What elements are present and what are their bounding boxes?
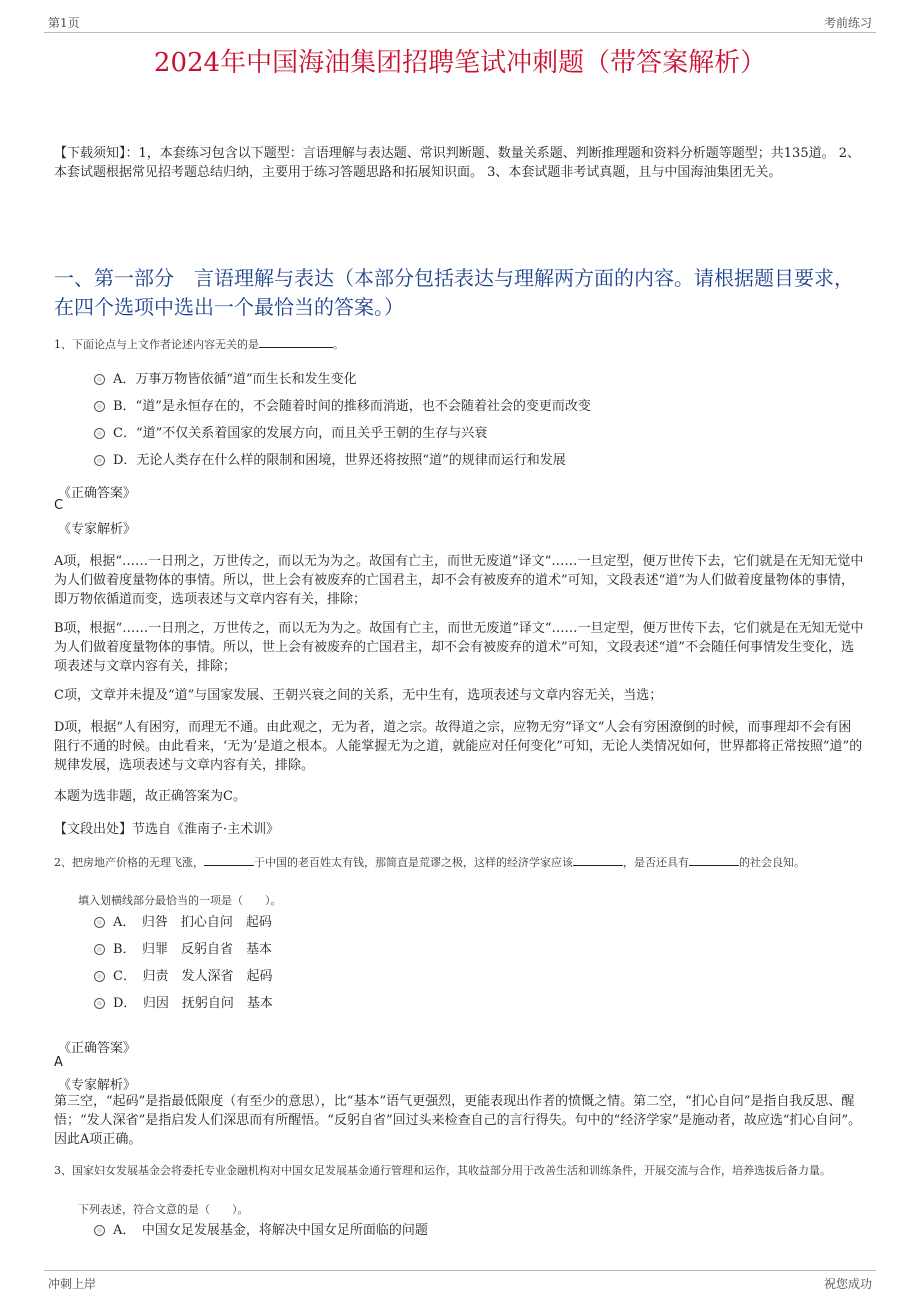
radio-icon[interactable] bbox=[94, 1225, 105, 1236]
q2-answer: A bbox=[54, 1055, 63, 1070]
q1-option-c[interactable]: C．“道”不仅关系着国家的发展方向，而且关乎王朝的生存与兴衰 bbox=[94, 425, 487, 443]
q1-analysis-a: A项，根据“……一日刑之，万世传之，而以无为为之。故国有亡主，而世无废道”译文“……一旦定型，便万世传下去，它们就是在无知无觉中为人们做着度量物体的事情。所以，世上会有被废弃的亡国君主，却不会有被废弃的道术”可知，文段表述“道”为人们做着度量物体的事情，即万物依循道而变，选项表述与文章内容有关，排除； bbox=[54, 554, 864, 607]
radio-icon[interactable] bbox=[94, 998, 105, 1009]
q3-option-a[interactable]: A． 中国女足发展基金，将解决中国女足所面临的问题 bbox=[94, 1222, 428, 1240]
question-2-sub: 填入划横线部分最恰当的一项是（ ）。 bbox=[78, 894, 282, 907]
q2-option-c[interactable]: C． 归责 发人深省 起码 bbox=[94, 968, 272, 986]
page-footer bbox=[44, 1270, 876, 1291]
q2-option-d[interactable]: D． 归因 抚躬自问 基本 bbox=[94, 995, 273, 1013]
q1-analysis-label: 《专家解析》 bbox=[58, 522, 137, 537]
q1-option-b[interactable]: B．“道”是永恒存在的，不会随着时间的推移而消逝，也不会随着社会的变更而改变 bbox=[94, 398, 591, 416]
header-label: 考前练习 bbox=[823, 16, 872, 30]
radio-icon[interactable] bbox=[94, 428, 105, 439]
blank bbox=[204, 853, 254, 866]
footer-right: 祝您成功 bbox=[823, 1277, 872, 1291]
q1-option-a[interactable]: A．万事万物皆依循“道”而生长和发生变化 bbox=[94, 371, 357, 389]
q1-answer-label: 《正确答案》 bbox=[58, 486, 137, 501]
radio-icon[interactable] bbox=[94, 944, 105, 955]
q1-conclusion: 本题为选非题，故正确答案为C。 bbox=[54, 789, 246, 804]
q2-analysis: 第三空，“起码”是指最低限度（有至少的意思），比“基本”语气更强烈，更能表现出作者的愤慨之情。第二空，“扪心自问”是指自我反思、醒悟；“发人深省”是指启发人们深思而有所醒悟。“反躬自省”回过头来检查自己的言行得失。句中的“经济学家”是施动者，故应选“扪心自问”。因此A项正确。 bbox=[54, 1094, 862, 1147]
blank bbox=[259, 335, 333, 348]
radio-icon[interactable] bbox=[94, 971, 105, 982]
q1-analysis-b: B项，根据“……一日刑之，万世传之，而以无为为之。故国有亡主，而世无废道”译文“……一旦定型，便万世传下去，它们就是在无知无觉中为人们做着度量物体的事情。所以，世上会有被废弃的亡国君主，却不会有被废弃的道术”可知，文段表述“道”不会随任何事情发生变化，选项表述与文章内容有关，排除； bbox=[54, 621, 864, 674]
radio-icon[interactable] bbox=[94, 401, 105, 412]
radio-icon[interactable] bbox=[94, 374, 105, 385]
q2-analysis-label: 《专家解析》 bbox=[58, 1078, 137, 1093]
page-number: 第1页 bbox=[48, 16, 80, 30]
document-title: 2024年中国海油集团招聘笔试冲刺题（带答案解析） bbox=[153, 48, 767, 78]
question-3-sub: 下列表述，符合文意的是（ ）。 bbox=[78, 1203, 249, 1216]
radio-icon[interactable] bbox=[94, 455, 105, 466]
question-2-stem: 2、把房地产价格的无理飞涨， 于中国的老百姓太有钱，那简直是荒谬之极，这样的经济学家应该 ，是否还具有 的社会良知。 bbox=[54, 853, 874, 872]
q1-answer: C bbox=[54, 498, 64, 513]
blank bbox=[689, 853, 739, 866]
q2-option-a[interactable]: A． 归咎 扪心自问 起码 bbox=[94, 914, 272, 932]
question-1-stem: 1、下面论点与上文作者论述内容无关的是 。 bbox=[54, 335, 874, 354]
q1-option-d[interactable]: D．无论人类存在什么样的限制和困境，世界还将按照“道”的规律而运行和发展 bbox=[94, 452, 566, 470]
radio-icon[interactable] bbox=[94, 917, 105, 928]
download-notice: 【下载须知】：1，本套练习包含以下题型：言语理解与表达题、常识判断题、数量关系题、判断推理题和资料分析题等题型；共135道。 2、本套试题根据常见招考题总结归纳，主要用于练习答题思路和拓展知识面。 3、本套试题非考试真题，且与中国海油集团无关。 bbox=[54, 146, 860, 180]
q2-answer-label: 《正确答案》 bbox=[58, 1041, 137, 1056]
q2-option-b[interactable]: B． 归罪 反躬自省 基本 bbox=[94, 941, 272, 959]
q1-analysis-d: D项，根据“人有困穷，而理无不通。由此观之，无为者，道之宗。故得道之宗，应物无穷”译文“人会有穷困潦倒的时候，而事理却不会有困阻行不通的时候。由此看来，‘无为’是道之根本。人能掌握无为之道，就能应对任何变化”可知，无论人类情况如何，世界都将正常按照“道”的规律发展，选项表述与文章内容有关，排除。 bbox=[54, 720, 863, 773]
q1-analysis-c: C项，文章并未提及“道”与国家发展、王朝兴衰之间的关系，无中生有，选项表述与文章内容无关，当选； bbox=[54, 688, 663, 703]
question-3-stem: 3、国家妇女发展基金会将委托专业金融机构对中国女足发展基金通行管理和运作，其收益部分用于改善生活和训练条件，开展交流与合作，培养选拔后备力量。 bbox=[54, 1164, 831, 1177]
q1-source: 【文段出处】节选自《淮南子·主术训》 bbox=[54, 822, 280, 837]
footer-left: 冲刺上岸 bbox=[48, 1277, 97, 1291]
page-header bbox=[44, 12, 876, 33]
section-heading: 一、第一部分 言语理解与表达（本部分包括表达与理解两方面的内容。请根据题目要求，在四个选项中选出一个最恰当的答案。） bbox=[54, 266, 854, 319]
blank bbox=[573, 853, 623, 866]
